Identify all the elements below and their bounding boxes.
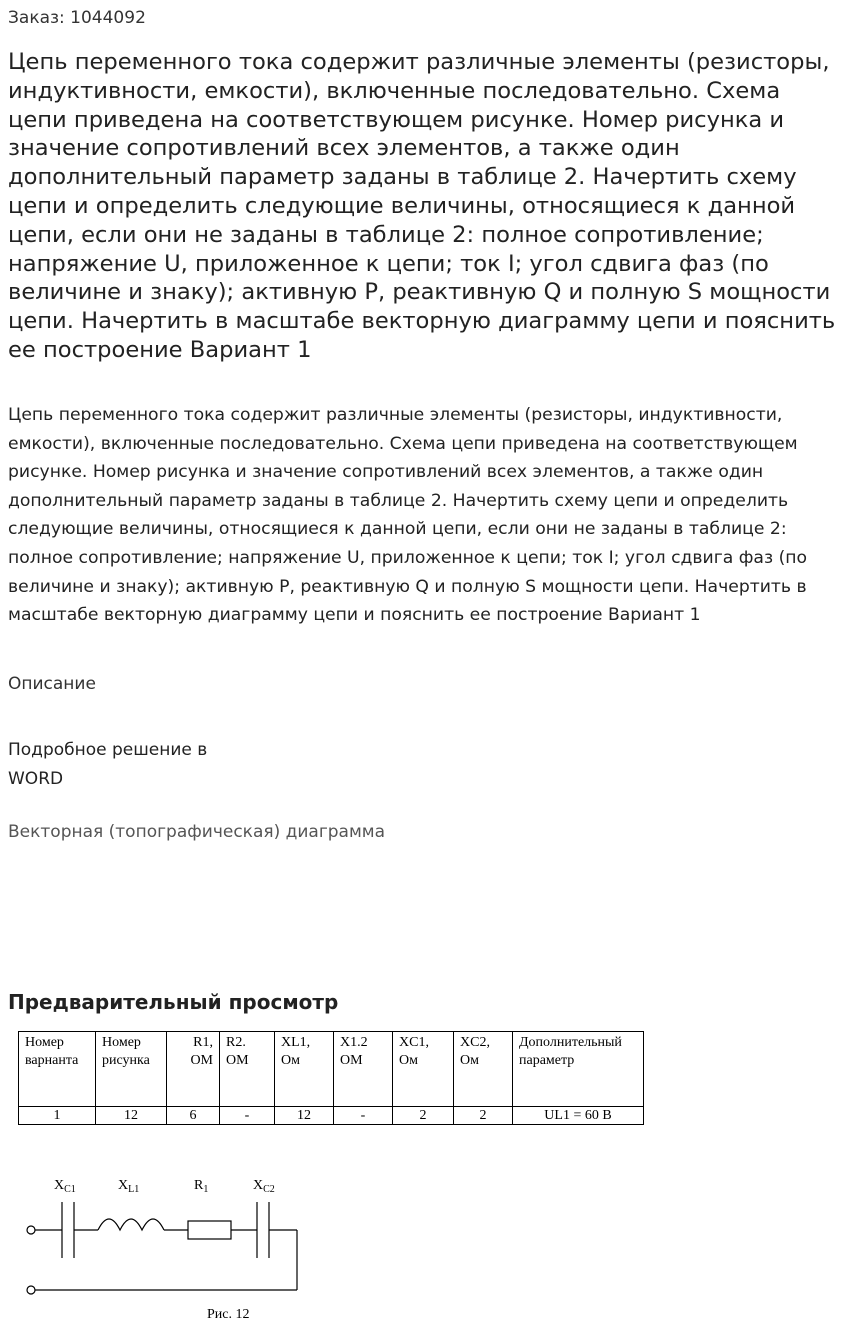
cell-xl1: 12 (275, 1107, 334, 1125)
parameters-table (18, 1031, 644, 1125)
header-xl1: XL1, Ом (275, 1032, 334, 1107)
figure-caption: Рис. 12 (207, 1307, 250, 1322)
header-xc2: XC2, Ом (454, 1032, 513, 1107)
cell-figure: 12 (96, 1107, 167, 1125)
circuit-schematic (20, 1170, 320, 1330)
task-title: Цепь переменного тока содержит различные элементы (резисторы, индуктивности, емкости), включенные последовательно. Схема цепи приведена на соответствующем рисунке. Номер рисунка и значение сопротивлений всех элементов, а также один дополнительный параметр заданы в таблице 2. Начертить схему цепи и определить следующие величины, относящиеся к данной цепи, если они не заданы в таблице 2: полное сопротивление; напряжение U, приложенное к цепи; ток I; угол сдвига фаз (по величине и знаку); активную P, реактивную Q и полную S мощности цепи. Начертить в масштабе векторную диаграмму цепи и пояснить ее построение Вариант 1 (8, 49, 836, 363)
header-extra-param: Дополнительный параметр (513, 1032, 644, 1107)
header-figure: Номер рисунка (96, 1032, 167, 1107)
table-row (19, 1107, 644, 1125)
task-description: Цепь переменного тока содержит различные элементы (резисторы, индуктивности, емкости), включенные последовательно. Схема цепи приведена на соответствующем рисунке. Номер рисунка и значение сопротивлений всех элементов, а также один дополнительный параметр заданы в таблице 2. Начертить схему цепи и определить следующие величины, относящиеся к данной цепи, если они не заданы в таблице 2: полное сопротивление; напряжение U, приложенное к цепи; ток I; угол сдвига фаз (по величине и знаку); активную P, реактивную Q и полную S мощности цепи. Начертить в масштабе векторную диаграмму цепи и пояснить ее построение Вариант 1 (8, 405, 808, 626)
cell-variant: 1 (19, 1107, 96, 1125)
cell-extra-param: UL1 = 60 В (513, 1107, 644, 1125)
description-label: Описание (8, 674, 96, 694)
input-terminal-icon (27, 1226, 35, 1234)
header-xl2: X1.2 ОМ (334, 1032, 393, 1107)
label-xc1: $X_{C1}$ (54, 1178, 76, 1195)
inductor-l1-icon (98, 1219, 164, 1230)
header-variant: Номер варнанта (19, 1032, 96, 1107)
label-xc2: $X_{C2}$ (253, 1178, 275, 1195)
solution-format (8, 736, 207, 794)
solution-line-1: Подробное решение в (8, 740, 208, 760)
cell-r1: 6 (167, 1107, 220, 1125)
header-r1: R1, ОМ (167, 1032, 220, 1107)
preview-heading: Предварительный просмотр (8, 990, 339, 1014)
label-r1: $R_1$ (194, 1178, 209, 1195)
resistor-r1-icon (188, 1221, 231, 1239)
header-r2: R2. ОМ (220, 1032, 275, 1107)
cell-r2: - (220, 1107, 275, 1125)
cell-xc1: 2 (393, 1107, 454, 1125)
cell-xl2: - (334, 1107, 393, 1125)
cell-xc2: 2 (454, 1107, 513, 1125)
order-number: Заказ: 1044092 (8, 8, 146, 28)
output-terminal-icon (27, 1286, 35, 1294)
label-xl1: $X_{L1}$ (118, 1178, 140, 1195)
table-header-row (19, 1032, 644, 1107)
solution-line-2: WORD (8, 769, 64, 789)
vector-diagram-note: Векторная (топографическая) диаграмма (8, 822, 386, 842)
header-xc1: XC1, Ом (393, 1032, 454, 1107)
